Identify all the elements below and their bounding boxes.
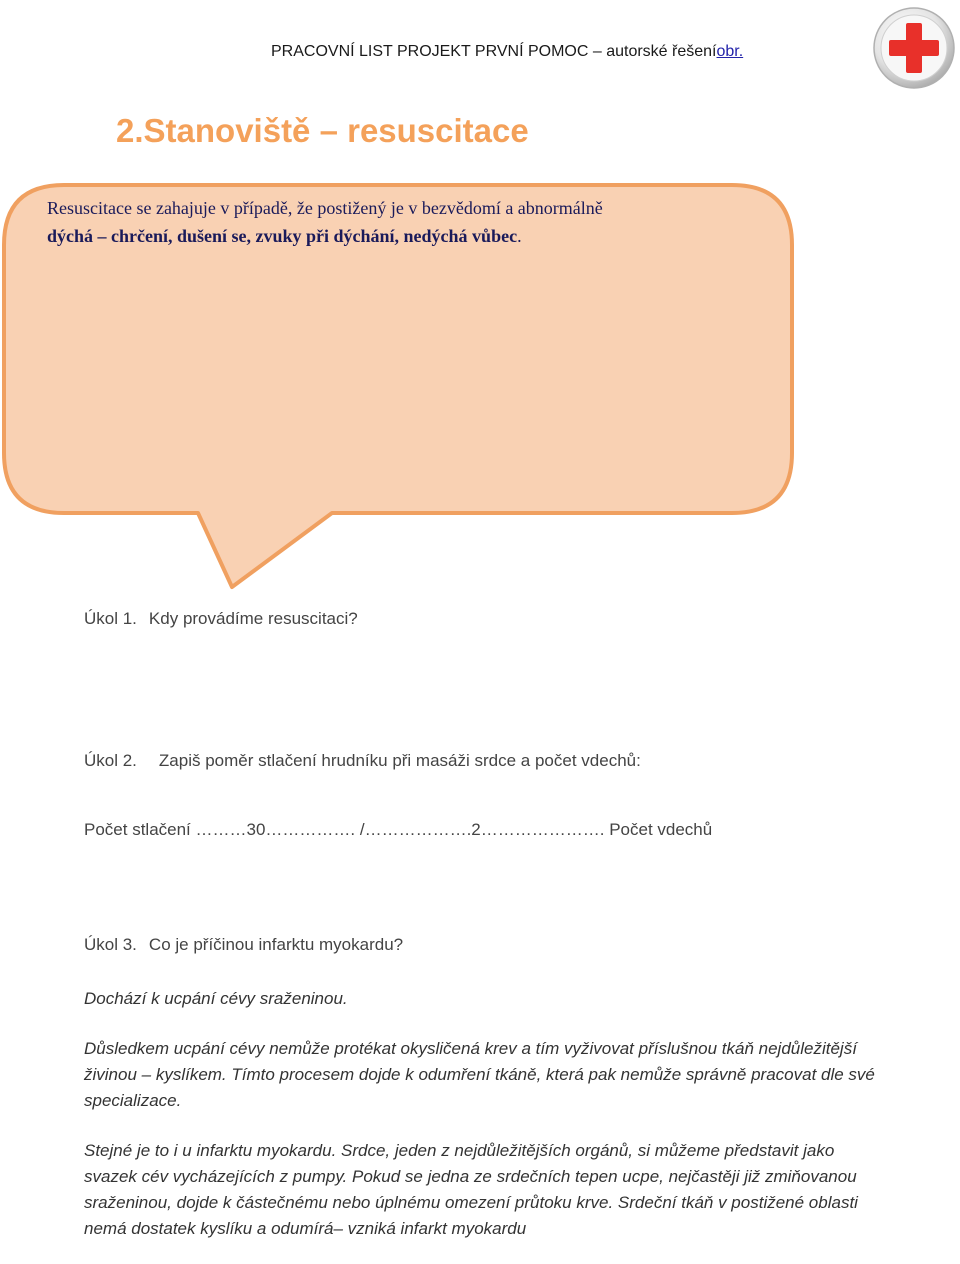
red-cross-icon — [872, 6, 956, 90]
task-3-label: Úkol 3. — [84, 935, 137, 954]
task-1-label: Úkol 1. — [84, 609, 137, 628]
answer-paragraph-1: Dochází k ucpání cévy sraženinou. — [84, 989, 348, 1008]
header-text: PRACOVNÍ LIST PROJEKT PRVNÍ POMOC – autorské řešení — [271, 43, 717, 60]
task-1 — [84, 609, 358, 629]
task-2-question: Zapiš poměr stlačení hrudníku při masáži srdce a počet vdechů: — [158, 751, 641, 770]
bubble-line-1-text: Resuscitace se zahajuje v případě, že postižený je v bezvědomí a abnormálně — [47, 198, 603, 218]
bubble-line-2 — [47, 222, 777, 250]
task-3 — [84, 935, 403, 955]
page-title: 2.Stanoviště – resuscitace — [116, 112, 529, 149]
document-header — [271, 43, 743, 61]
count-answer-line: Počet stlačení ………30……………. /……………….2…………………. Počet vdechů — [84, 820, 713, 839]
bubble-line-1 — [47, 194, 777, 222]
task-2-label: Úkol 2. — [84, 751, 137, 770]
task-3-question: Co je příčinou infarktu myokardu? — [148, 935, 404, 954]
bubble-line-2-end: . — [517, 226, 522, 246]
task-2 — [84, 751, 641, 771]
answer-paragraph-2: Důsledkem ucpání cévy nemůže protékat okysličená krev a tím vyživovat příslušnou tkáň nejdůležitější živinou – kyslíkem. Tímto procesem dojde k odumření tkáně, která pak nemůže správně pracovat dle své specializace. — [84, 1039, 875, 1110]
task-1-question: Kdy provádíme resuscitaci? — [148, 609, 358, 628]
bubble-text — [47, 194, 777, 250]
image-link[interactable]: obr. — [716, 43, 744, 60]
answer-paragraph-3: Stejné je to i u infarktu myokardu. Srdce, jeden z nejdůležitějších orgánů, si můžeme představit jako svazek cév vycházejících z pumpy. Pokud se jedna ze srdečních tepen ucpe, nejčastěji již zmiňovanou sraženinou, dojde k částečnému nebo úplnému omezení průtoku krve. Srdeční tkáň v postižené oblasti nemá dostatek kyslíku a odumírá– vzniká infarkt myokardu — [84, 1141, 858, 1238]
bubble-line-2-bold: dýchá – chrčení, dušení se, zvuky při dýchání, nedýchá vůbec — [47, 226, 518, 246]
